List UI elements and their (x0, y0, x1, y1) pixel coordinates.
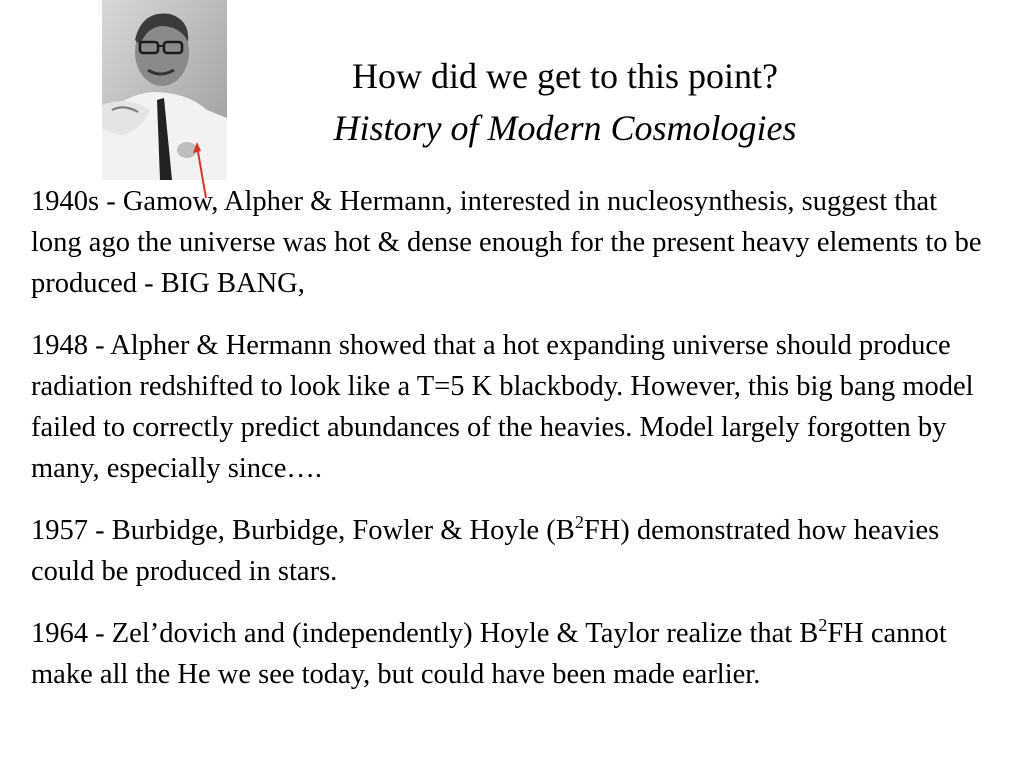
superscript: 2 (818, 615, 828, 635)
slide-title (240, 50, 890, 154)
paragraph-1964-text-b: FH cannot make all the He we see today, but could have been made earlier. (31, 618, 947, 690)
paragraph-1940s: 1940s - Gamow, Alpher & Hermann, interested in nucleosynthesis, suggest that long ago the universe was hot & dense enough for the present heavy elements to be produced - BIG BANG, (31, 186, 982, 299)
paragraph-1957-text-a: 1957 - Burbidge, Burbidge, Fowler & Hoyle (B (31, 515, 575, 546)
paragraph-1964-text-a: 1964 - Zel’dovich and (independently) Hoyle & Taylor realize that B (31, 618, 819, 649)
title-line-main: How did we get to this point? (352, 56, 778, 96)
title-line-subtitle: History of Modern Cosmologies (333, 108, 797, 148)
paragraph-1964 (31, 613, 991, 695)
superscript: 2 (574, 512, 584, 532)
paragraph-1957 (31, 510, 991, 592)
slide-body (31, 181, 991, 695)
paragraph-1957-text-b: FH) demonstrated how heavies could be produced in stars. (31, 515, 940, 587)
paragraph-1948: 1948 - Alpher & Hermann showed that a hot expanding universe should produce radiation redshifted to look like a T=5 K blackbody. However, this big bang model failed to correctly predict abundances of the heavies. Model largely forgotten by many, especially since…. (31, 330, 974, 484)
